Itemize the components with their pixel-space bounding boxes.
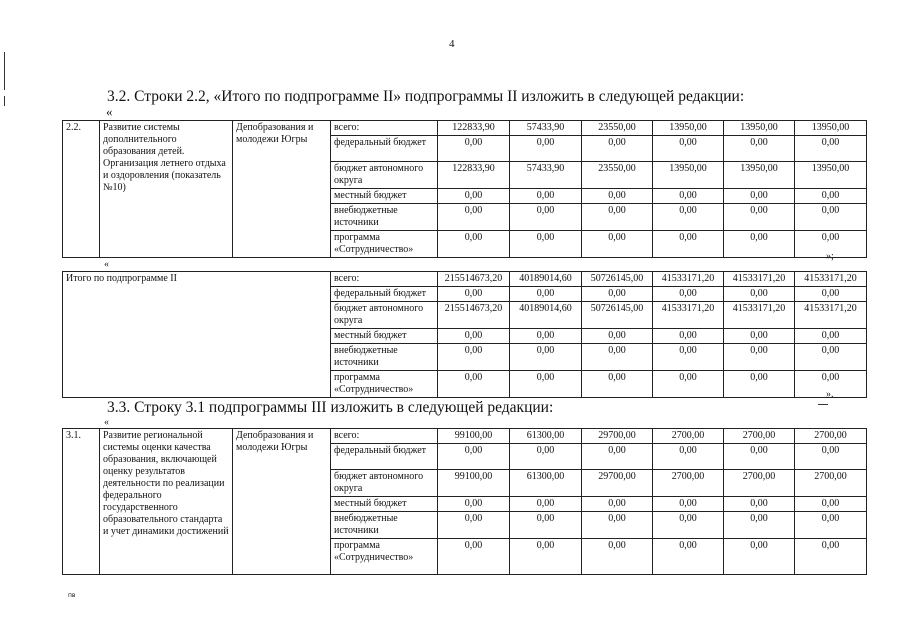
value-cell: 0,00 (795, 497, 867, 512)
table-row (63, 121, 867, 136)
section-heading-3-2: 3.2. Строки 2.2, «Итого по подпрограмме II» подпрограммы II изложить в следующей редакции: (107, 88, 745, 105)
table-row (63, 429, 867, 444)
value-cell: 61300,00 (510, 429, 582, 444)
value-cell: 0,00 (724, 539, 795, 575)
value-cell: 0,00 (438, 539, 510, 575)
funding-source-cell: всего: (331, 429, 438, 444)
value-cell: 2700,00 (653, 429, 724, 444)
value-cell: 0,00 (438, 497, 510, 512)
value-cell: 13950,00 (795, 162, 867, 189)
value-cell: 13950,00 (653, 162, 724, 189)
value-cell: 41533171,20 (795, 302, 867, 329)
value-cell: 0,00 (582, 231, 653, 258)
executor-cell: Депобразования и молодежи Югры (233, 121, 331, 258)
value-cell: 0,00 (653, 189, 724, 204)
table-row (63, 272, 867, 287)
value-cell: 0,00 (653, 231, 724, 258)
value-cell: 41533171,20 (724, 302, 795, 329)
value-cell: 0,00 (438, 204, 510, 231)
value-cell: 0,00 (438, 444, 510, 470)
value-cell: 0,00 (582, 329, 653, 344)
value-cell: 2700,00 (653, 470, 724, 497)
value-cell: 0,00 (510, 497, 582, 512)
value-cell: 13950,00 (653, 121, 724, 136)
value-cell: 0,00 (510, 512, 582, 539)
value-cell: 0,00 (582, 539, 653, 575)
value-cell: 0,00 (582, 204, 653, 231)
value-cell: 2700,00 (724, 470, 795, 497)
value-cell: 0,00 (795, 329, 867, 344)
value-cell: 0,00 (795, 539, 867, 575)
value-cell: 0,00 (653, 539, 724, 575)
value-cell: 0,00 (795, 512, 867, 539)
value-cell: 57433,90 (510, 121, 582, 136)
open-quote: « (106, 104, 113, 119)
funding-source-cell: местный бюджет (331, 329, 438, 344)
value-cell: 0,00 (510, 444, 582, 470)
row-number-cell: 3.1. (63, 429, 100, 575)
value-cell: 0,00 (724, 329, 795, 344)
measure-name-cell: Развитие системы дополнительного образования детей. Организация летнего отдыха и оздоровления (показатель №10) (100, 121, 233, 258)
funding-source-cell: внебюджетные источники (331, 344, 438, 371)
value-cell: 0,00 (724, 444, 795, 470)
value-cell: 0,00 (795, 444, 867, 470)
open-quote: « (104, 417, 109, 428)
value-cell: 0,00 (438, 371, 510, 398)
funding-source-cell: местный бюджет (331, 189, 438, 204)
value-cell: 0,00 (795, 344, 867, 371)
value-cell: 0,00 (795, 189, 867, 204)
value-cell: 0,00 (438, 512, 510, 539)
table-row-3-1 (62, 428, 867, 575)
value-cell: 0,00 (582, 371, 653, 398)
value-cell: 50726145,00 (582, 302, 653, 329)
value-cell: 2700,00 (795, 429, 867, 444)
funding-source-cell: местный бюджет (331, 497, 438, 512)
value-cell: 0,00 (724, 344, 795, 371)
value-cell: 41533171,20 (653, 272, 724, 287)
value-cell: 99100,00 (438, 429, 510, 444)
value-cell: 0,00 (795, 287, 867, 302)
value-cell: 40189014,60 (510, 302, 582, 329)
value-cell: 13950,00 (795, 121, 867, 136)
funding-source-cell: программа «Сотрудничество» (331, 371, 438, 398)
total-label-cell: Итого по подпрограмме II (63, 272, 331, 398)
funding-source-cell: всего: (331, 121, 438, 136)
value-cell: 0,00 (724, 497, 795, 512)
value-cell: 2700,00 (724, 429, 795, 444)
value-cell: 29700,00 (582, 429, 653, 444)
executor-cell: Депобразования и молодежи Югры (233, 429, 331, 575)
value-cell: 0,00 (582, 512, 653, 539)
close-quote: »; (826, 251, 834, 262)
value-cell: 0,00 (653, 287, 724, 302)
value-cell: 0,00 (438, 287, 510, 302)
value-cell: 0,00 (438, 231, 510, 258)
value-cell: 0,00 (438, 136, 510, 162)
value-cell: 0,00 (653, 512, 724, 539)
page-number: 4 (449, 38, 455, 50)
value-cell: 215514673,20 (438, 272, 510, 287)
value-cell: 0,00 (724, 136, 795, 162)
value-cell: 0,00 (795, 136, 867, 162)
value-cell: 0,00 (510, 136, 582, 162)
value-cell: 23550,00 (582, 121, 653, 136)
value-cell: 2700,00 (795, 470, 867, 497)
value-cell: 0,00 (795, 231, 867, 258)
funding-source-cell: внебюджетные источники (331, 512, 438, 539)
value-cell: 23550,00 (582, 162, 653, 189)
table-row-2-2 (62, 120, 867, 258)
value-cell: 13950,00 (724, 162, 795, 189)
value-cell: 0,00 (438, 189, 510, 204)
funding-source-cell: бюджет автономного округа (331, 470, 438, 497)
value-cell: 0,00 (510, 287, 582, 302)
value-cell: 0,00 (510, 189, 582, 204)
value-cell: 0,00 (653, 497, 724, 512)
close-quote: ». (826, 389, 834, 400)
value-cell: 122833,90 (438, 162, 510, 189)
value-cell: 0,00 (724, 204, 795, 231)
value-cell: 0,00 (724, 189, 795, 204)
funding-source-cell: федеральный бюджет (331, 136, 438, 162)
value-cell: 0,00 (510, 344, 582, 371)
value-cell: 215514673,20 (438, 302, 510, 329)
value-cell: 0,00 (438, 344, 510, 371)
value-cell: 50726145,00 (582, 272, 653, 287)
scan-edge-mark (4, 96, 5, 106)
section-heading-3-3: 3.3. Строку 3.1 подпрограммы III изложить в следующей редакции: (107, 399, 554, 416)
value-cell: 0,00 (724, 231, 795, 258)
value-cell: 0,00 (510, 539, 582, 575)
scan-edge-mark (4, 52, 5, 90)
funding-source-cell: программа «Сотрудничество» (331, 231, 438, 258)
value-cell: 0,00 (510, 231, 582, 258)
funding-source-cell: бюджет автономного округа (331, 302, 438, 329)
value-cell: 0,00 (582, 136, 653, 162)
value-cell: 61300,00 (510, 470, 582, 497)
value-cell: 13950,00 (724, 121, 795, 136)
value-cell: 0,00 (510, 204, 582, 231)
table-total-subprogram-2 (62, 271, 867, 398)
value-cell: 0,00 (724, 371, 795, 398)
value-cell: 0,00 (582, 189, 653, 204)
value-cell: 0,00 (582, 497, 653, 512)
dash-mark (818, 404, 828, 405)
funding-source-cell: всего: (331, 272, 438, 287)
value-cell: 0,00 (653, 371, 724, 398)
value-cell: 41533171,20 (653, 302, 724, 329)
funding-source-cell: программа «Сотрудничество» (331, 539, 438, 575)
value-cell: 0,00 (510, 329, 582, 344)
value-cell: 99100,00 (438, 470, 510, 497)
value-cell: 0,00 (582, 287, 653, 302)
measure-name-cell: Развитие региональной системы оценки качества образования, включающей оценку результатов деятельности по реализации федерального государственного образовательного стандарта и учет динамики достижений (100, 429, 233, 575)
value-cell: 57433,90 (510, 162, 582, 189)
value-cell: 0,00 (653, 344, 724, 371)
value-cell: 0,00 (653, 136, 724, 162)
funding-source-cell: внебюджетные источники (331, 204, 438, 231)
value-cell: 41533171,20 (724, 272, 795, 287)
funding-source-cell: бюджет автономного округа (331, 162, 438, 189)
value-cell: 41533171,20 (795, 272, 867, 287)
value-cell: 0,00 (795, 371, 867, 398)
funding-source-cell: федеральный бюджет (331, 287, 438, 302)
value-cell: 0,00 (438, 329, 510, 344)
value-cell: 122833,90 (438, 121, 510, 136)
value-cell: 40189014,60 (510, 272, 582, 287)
value-cell: 0,00 (795, 204, 867, 231)
value-cell: 0,00 (582, 344, 653, 371)
value-cell: 29700,00 (582, 470, 653, 497)
value-cell: 0,00 (724, 287, 795, 302)
open-quote: « (104, 259, 109, 270)
value-cell: 0,00 (582, 444, 653, 470)
value-cell: 0,00 (653, 329, 724, 344)
funding-source-cell: федеральный бюджет (331, 444, 438, 470)
value-cell: 0,00 (653, 204, 724, 231)
footer-code: пв (68, 592, 76, 599)
value-cell: 0,00 (653, 444, 724, 470)
value-cell: 0,00 (724, 512, 795, 539)
value-cell: 0,00 (510, 371, 582, 398)
row-number-cell: 2.2. (63, 121, 100, 258)
